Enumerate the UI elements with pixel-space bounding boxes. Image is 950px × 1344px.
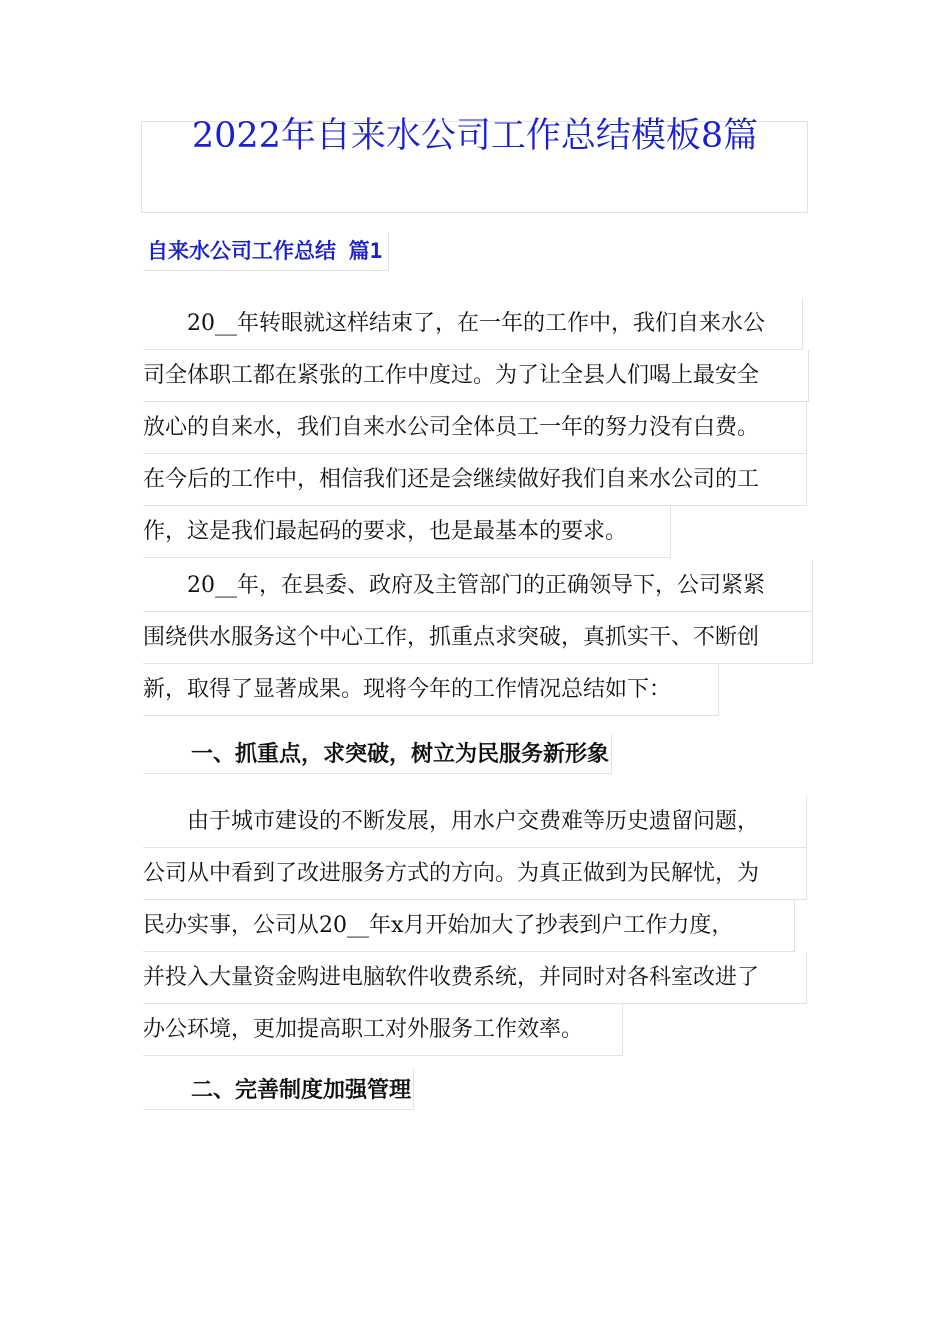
paragraph-line: 放心的自来水，我们自来水公司全体员工一年的努力没有白费。 — [143, 402, 807, 454]
document-title: 2022年自来水公司工作总结模板8篇 — [191, 116, 759, 156]
paragraph-line: 由于城市建设的不断发展，用水户交费难等历史遗留问题， — [143, 796, 807, 848]
paragraph-line: 办公环境，更加提高职工对外服务工作效率。 — [143, 1004, 623, 1056]
section-title: 自来水公司工作总结 篇1 — [143, 232, 389, 271]
paragraph-line: 在今后的工作中，相信我们还是会继续做好我们自来水公司的工 — [143, 454, 807, 506]
paragraph-line: 20__年，在县委、政府及主管部门的正确领导下，公司紧紧 — [143, 560, 813, 612]
paragraph-line: 公司从中看到了改进服务方式的方向。为真正做到为民解忧，为 — [143, 848, 807, 900]
paragraph-line: 20__年转眼就这样结束了，在一年的工作中，我们自来水公 — [143, 298, 803, 350]
paragraph-line: 并投入大量资金购进电脑软件收费系统，并同时对各科室改进了 — [143, 952, 807, 1004]
paragraph-line: 司全体职工都在紧张的工作中度过。为了让全县人们喝上最安全 — [143, 350, 809, 402]
paragraph-2 — [143, 560, 813, 716]
paragraph-line: 新，取得了显著成果。现将今年的工作情况总结如下： — [143, 664, 719, 716]
paragraph-3 — [143, 796, 807, 1056]
heading-2: 二、完善制度加强管理 — [143, 1070, 414, 1110]
paragraph-line: 作，这是我们最起码的要求，也是最基本的要求。 — [143, 506, 671, 558]
paragraph-line: 民办实事，公司从20__年x月开始加大了抄表到户工作力度， — [143, 900, 795, 952]
paragraph-line: 围绕供水服务这个中心工作，抓重点求突破，真抓实干、不断创 — [143, 612, 813, 664]
paragraph-1 — [143, 298, 809, 558]
heading-1: 一、抓重点，求突破，树立为民服务新形象 — [143, 734, 612, 774]
